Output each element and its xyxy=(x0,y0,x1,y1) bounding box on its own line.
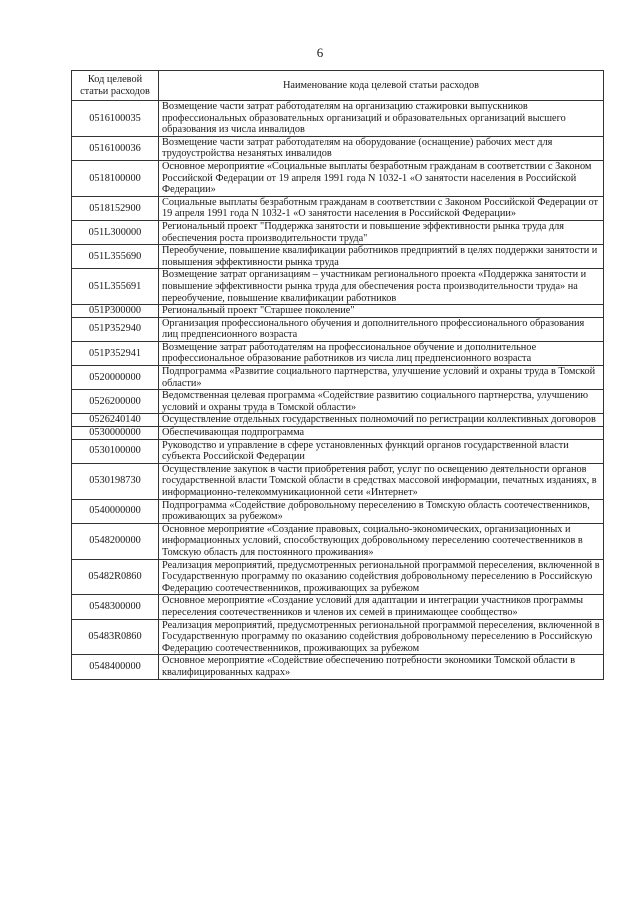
row-name: Руководство и управление в сфере установленных функций органов государственной власти субъекта Российской Федерации xyxy=(159,439,604,463)
row-name: Основное мероприятие «Социальные выплаты безработным гражданам в соответствии с Законом Российской Федерации от 19 апреля 1991 года N 1032-1 «О занятости населения в Российской Федерации» xyxy=(159,160,604,196)
row-code: 0526240140 xyxy=(72,414,159,427)
table-row xyxy=(72,559,604,595)
table-row xyxy=(72,499,604,523)
row-code: 0526200000 xyxy=(72,390,159,414)
row-name: Реализация мероприятий, предусмотренных региональной программой переселения, включенной в Государственную программу по оказанию содействия добровольному переселению в Российскую Федерацию соотечественников, проживающих за рубежом xyxy=(159,619,604,655)
header-code: Код целевой статьи расходов xyxy=(72,71,159,101)
row-code: 0516100036 xyxy=(72,136,159,160)
row-name: Ведомственная целевая программа «Содействие развитию социального партнерства, улучшению условий и охраны труда в Томской области» xyxy=(159,390,604,414)
row-name: Основное мероприятие «Содействие обеспечению потребности экономики Томской области в квалифицированных кадрах» xyxy=(159,655,604,679)
table-row xyxy=(72,160,604,196)
table-row xyxy=(72,101,604,137)
row-code: 051L355691 xyxy=(72,269,159,305)
table-row xyxy=(72,317,604,341)
row-name: Обеспечивающая подпрограмма xyxy=(159,427,604,440)
header-name: Наименование кода целевой статьи расходов xyxy=(159,71,604,101)
table-row xyxy=(72,269,604,305)
row-name: Основное мероприятие «Создание условий для адаптации и интеграции участников программы переселения соотечественников и членов их семей в принимающее сообщество» xyxy=(159,595,604,619)
row-name: Осуществление отдельных государственных полномочий по регистрации коллективных договоров xyxy=(159,414,604,427)
page-number: 6 xyxy=(316,45,324,60)
table-row xyxy=(72,523,604,559)
row-name: Региональный проект "Поддержка занятости и повышение эффективности рынка труда для обеспечения роста производительности труда" xyxy=(159,220,604,244)
table-header-row xyxy=(72,71,604,101)
table-row xyxy=(72,619,604,655)
row-name: Подпрограмма «Содействие добровольному переселению в Томскую область соотечественников, проживающих за рубежом» xyxy=(159,499,604,523)
row-name: Возмещение затрат работодателям на профессиональное обучение и дополнительное профессиональное образование работников из числа лиц предпенсионного возраста xyxy=(159,341,604,365)
row-code: 051P300000 xyxy=(72,305,159,318)
row-code: 0516100035 xyxy=(72,101,159,137)
row-code: 0530000000 xyxy=(72,427,159,440)
table-row xyxy=(72,341,604,365)
table-row xyxy=(72,196,604,220)
table-row xyxy=(72,655,604,679)
row-code: 0548300000 xyxy=(72,595,159,619)
row-name: Осуществление закупок в части приобретения работ, услуг по освещению деятельности органов государственной власти Томской области в средствах массовой информации, печатных изданиях, в информационно-телекоммуникационной сети «Интернет» xyxy=(159,463,604,499)
row-code: 0548400000 xyxy=(72,655,159,679)
row-code: 0518152900 xyxy=(72,196,159,220)
row-name: Основное мероприятие «Создание правовых, социально-экономических, организационных и информационных условий, способствующих добровольному переселению соотечественников в Томскую область для постоянного проживания» xyxy=(159,523,604,559)
row-code: 051P352941 xyxy=(72,341,159,365)
table-row xyxy=(72,220,604,244)
row-name: Региональный проект "Старшее поколение" xyxy=(159,305,604,318)
row-code: 0518100000 xyxy=(72,160,159,196)
row-code: 05482R0860 xyxy=(72,559,159,595)
row-code: 0530198730 xyxy=(72,463,159,499)
table-row xyxy=(72,305,604,318)
target-items-table xyxy=(71,70,604,680)
table-row xyxy=(72,427,604,440)
table-row xyxy=(72,463,604,499)
row-name: Организация профессионального обучения и дополнительного профессионального образования лиц предпенсионного возраста xyxy=(159,317,604,341)
table-row xyxy=(72,366,604,390)
row-name: Возмещение части затрат работодателям на организацию стажировки выпускников профессиональных образовательных организаций и образовательных организаций высшего образования из числа инвалидов xyxy=(159,101,604,137)
row-code: 0540000000 xyxy=(72,499,159,523)
row-name: Реализация мероприятий, предусмотренных региональной программой переселения, включенной в Государственную программу по оказанию содействия добровольному переселению в Российскую Федерацию соотечественников, проживающих за рубежом xyxy=(159,559,604,595)
table-row xyxy=(72,414,604,427)
table-row xyxy=(72,595,604,619)
row-code: 051L355690 xyxy=(72,245,159,269)
row-name: Переобучение, повышение квалификации работников предприятий в целях поддержки занятости и повышения эффективности рынка труда xyxy=(159,245,604,269)
row-code: 05483R0860 xyxy=(72,619,159,655)
table-row xyxy=(72,136,604,160)
row-code: 0520000000 xyxy=(72,366,159,390)
table-row xyxy=(72,245,604,269)
table-body xyxy=(72,101,604,680)
row-name: Возмещение затрат организациям – участникам регионального проекта «Поддержка занятости и повышение эффективности рынка труда для обеспечения роста производительности труда» на переобучение, повышение квалификации работников xyxy=(159,269,604,305)
row-name: Подпрограмма «Развитие социального партнерства, улучшение условий и охраны труда в Томской области» xyxy=(159,366,604,390)
row-code: 051P352940 xyxy=(72,317,159,341)
row-name: Социальные выплаты безработным гражданам в соответствии с Законом Российской Федерации от 19 апреля 1991 года N 1032-1 «О занятости населения в Российской Федерации» xyxy=(159,196,604,220)
row-code: 051L300000 xyxy=(72,220,159,244)
row-name: Возмещение части затрат работодателям на оборудование (оснащение) рабочих мест для трудоустройства незанятых инвалидов xyxy=(159,136,604,160)
row-code: 0530100000 xyxy=(72,439,159,463)
table-row xyxy=(72,390,604,414)
row-code: 0548200000 xyxy=(72,523,159,559)
table-row xyxy=(72,439,604,463)
